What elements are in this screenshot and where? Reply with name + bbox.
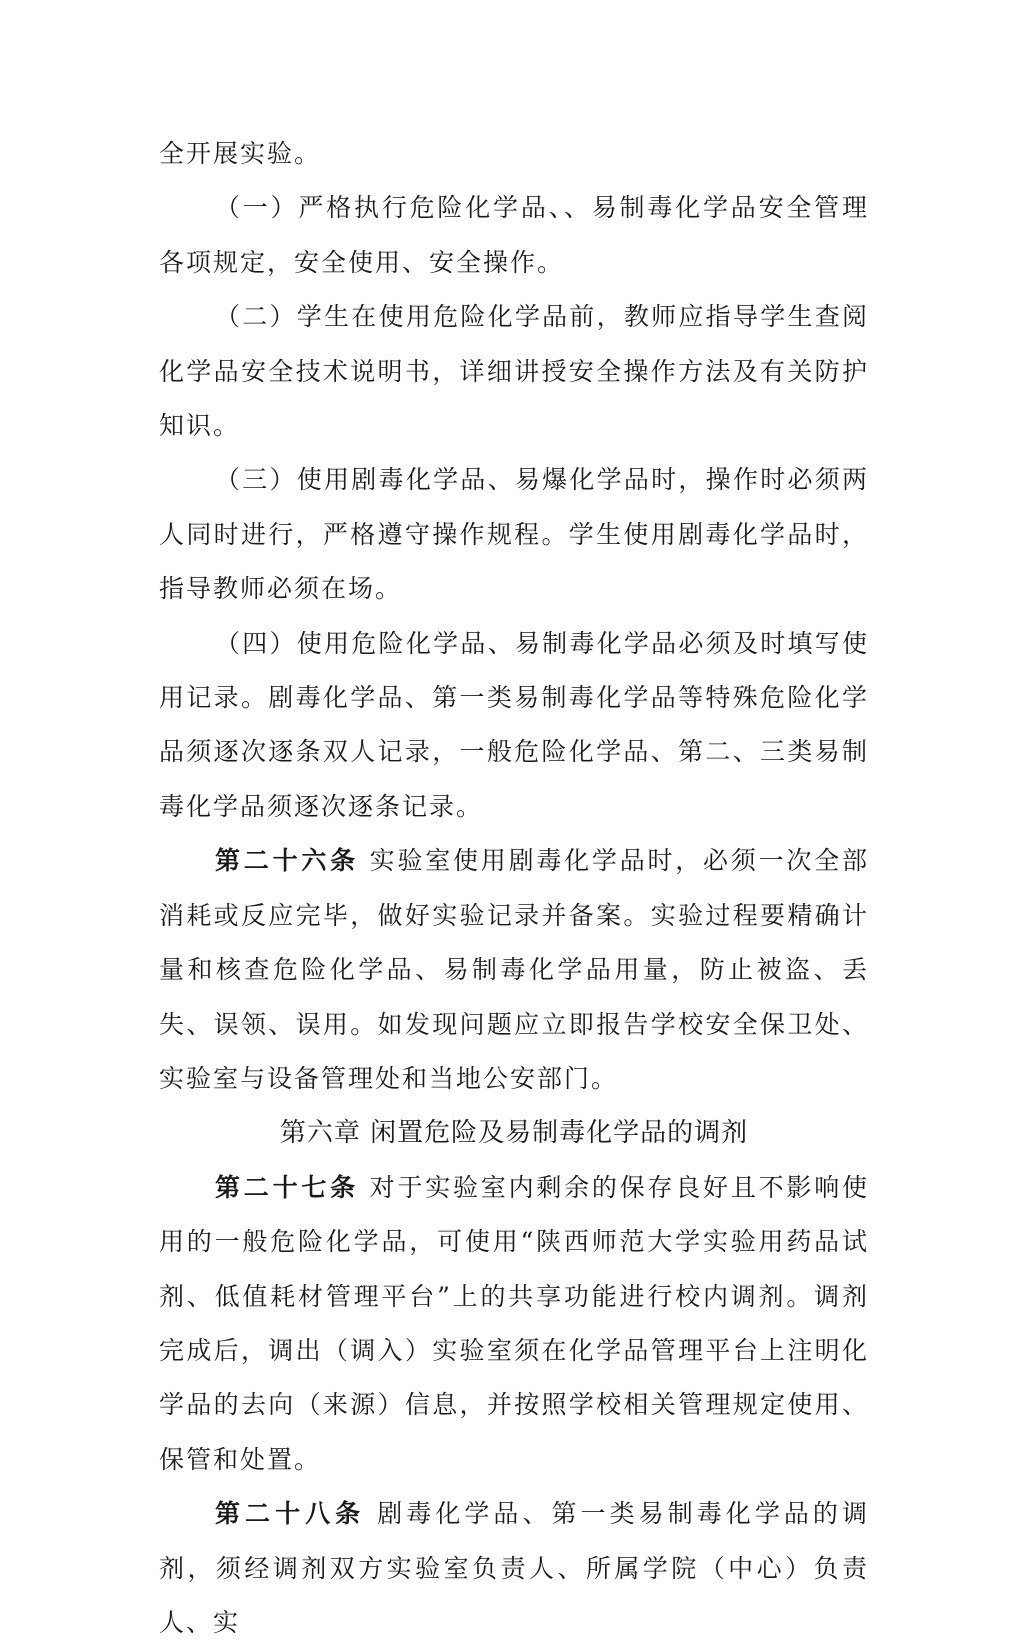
list-item-1: （一）严格执行危险化学品、、易制毒化学品安全管理各项规定，安全使用、安全操作。	[159, 193, 869, 277]
list-item-3: （三）使用剧毒化学品、易爆化学品时，操作时必须两人同时进行，严格遵守操作规程。学生使用剧毒化学品时，指导教师必须在场。	[159, 465, 869, 604]
article-28	[159, 1487, 869, 1650]
article-28-text: 剧毒化学品、第一类易制毒化学品的调剂，须经调剂双方实验室负责人、所属学院（中心）负责人、实	[159, 1499, 869, 1637]
chapter-6-title: 第六章 闲置危险及易制毒化学品的调剂	[279, 1118, 749, 1149]
article-27-label: 第二十七条	[215, 1172, 359, 1202]
article-26-text: 实验室使用剧毒化学品时，必须一次全部消耗或反应完毕，做好实验记录并备案。实验过程要精确计量和核查危险化学品、易制毒化学品用量，防止被盗、丢失、误领、误用。如发现问题应立即报告学校安全保卫处、实验室与设备管理处和当地公安部门。	[159, 846, 869, 1093]
article-28-label: 第二十八条	[215, 1499, 366, 1529]
document-body	[159, 127, 869, 1650]
list-item-4: （四）使用危险化学品、易制毒化学品必须及时填写使用记录。剧毒化学品、第一类易制毒化学品等特殊危险化学品须逐次逐条双人记录，一般危险化学品、第二、三类易制毒化学品须逐次逐条记录。	[159, 628, 869, 821]
article-26	[159, 834, 869, 1106]
article-27-text: 对于实验室内剩余的保存良好且不影响使用的一般危险化学品，可使用“陕西师范大学实验用药品试剂、低值耗材管理平台”上的共享功能进行校内调剂。调剂完成后，调出（调入）实验室须在化学品管理平台上注明化学品的去向（来源）信息，并按照学校相关管理规定使用、保管和处置。	[159, 1172, 869, 1474]
article-26-label: 第二十六条	[215, 846, 359, 876]
list-item-2: （二）学生在使用危险化学品前，教师应指导学生查阅化学品安全技术说明书，详细讲授安全操作方法及有关防护知识。	[159, 302, 869, 441]
paragraph-continuation: 全开展实验。	[159, 139, 322, 168]
article-27	[159, 1161, 869, 1487]
